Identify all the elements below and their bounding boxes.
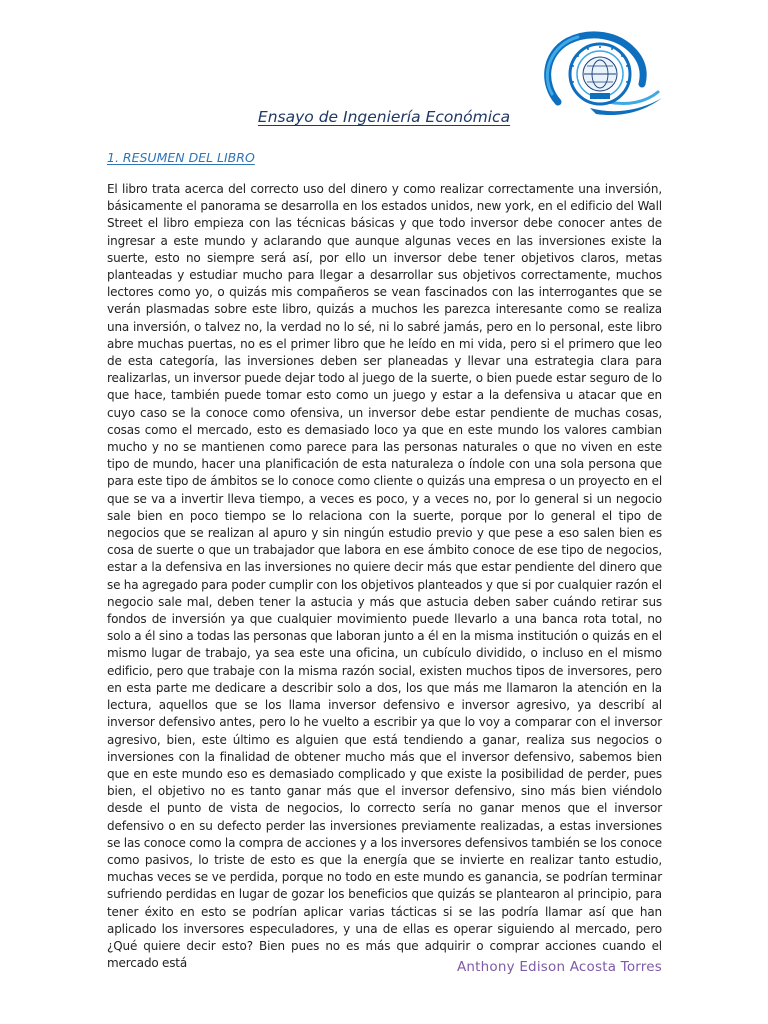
document-title: Ensayo de Ingeniería Económica — [257, 108, 511, 126]
body-paragraph: El libro trata acerca del correcto uso del dinero y como realizar correctamente una inversión, básicamente el panorama se desarrolla en los estados unidos, new york, en el edificio del Wall Street el libro empieza con las técnicas básicas y que todo inversor debe conocer antes de ingresar a este mundo y aclarando que aunque algunas veces en las inversiones existe la suerte, esto no siempre será así, por ello un inversor debe tener objetivos claros, metas planteadas y estudiar mucho para llegar a desarrollar sus objetivos correctamente, muchos lectores como yo, o quizás mis compañeros se vean fascinados con las interrogantes que se verán plasmadas sobre este libro, quizás a muchos les parezca interesante como se realiza una inversión, o talvez no, la verdad no lo sé, ni lo sabré jamás, pero en lo personal, este libro abre muchas puertas, no es el primer libro que he leído en mi vida, pero si el primero que leo de esta categoría, las inversiones deben ser planeadas y llevar una estrategia clara para realizarlas, un inversor puede dejar todo al juego de la suerte, o bien puede estar seguro de lo que hace, también puede tomar esto como un juego y estar a la defensiva u atacar que en cuyo caso se la conoce como ofensiva, un inversor debe estar pendiente de muchas cosas, cosas como el mercado, esto es demasiado loco ya que en este mundo los valores cambian mucho y no se mantienen como parece para las personas naturales o que no viven en este tipo de mundo, hacer una planificación de esta naturaleza o índole con una sola persona que para este tipo de ámbitos se lo conoce como cliente o quizás una empresa o un proyecto en el que se va a invertir lleva tiempo, a veces es poco, y a veces no, por lo general si un negocio sale bien en poco tiempo se lo relaciona con la suerte, porque por lo general el tipo de negocios que se realizan al apuro y sin ningún estudio previo y que pese a eso salen bien es cosa de suerte o que un trabajador que labora en ese ámbito conoce de ese tipo de negocios, estar a la defensiva en las inversiones no quiere decir más que estar pendiente del dinero que se ha agregado para poder cumplir con los objetivos planteados y que si por cualquier razón el negocio sale mal, deben tener la astucia y más que astucia deben saber cuándo retirar sus fondos de inversión ya que cualquier movimiento puede llevarlo a una banca rota total, no solo a él sino a todas las personas que laboran junto a él en la misma institución o quizás en el mismo lugar de trabajo, ya sea este una oficina, un cubículo dividido, o incluso en el mismo edificio, pero que trabaje con la misma razón social, existen muchos tipos de inversores, pero en esta parte me dedicare a describir solo a dos, los que más me llamaron la atención en la lectura, aquellos que se los llama inversor defensivo e inversor agresivo, ya describí al inversor defensivo antes, pero lo he vuelto a escribir ya que lo voy a comparar con el inversor agresivo, bien, este último es alguien que está tendiendo a ganar, realiza sus negocios o inversiones con la finalidad de obtener mucho más que el inversor defensivo, sabemos bien que en este mundo eso es demasiado complicado y que existe la posibilidad de perder, pues bien, el objetivo no es tanto ganar más que el inversor defensivo, sino más bien viéndolo desde el punto de vista de negocios, lo correcto sería no ganar menos que el inversor defensivo o en su defecto perder las inversiones previamente realizadas, a estas inversiones se las conoce como la compra de acciones y a los inversores defensivos también se los conoce como pasivos, lo triste de esto es que la energía que se invierte en realizar tanto estudio, muchas veces se ve perdida, porque no todo en este mundo es ganancia, se podrían terminar sufriendo perdidas en lugar de gozar los beneficios que quizás se plantearon al principio, para tener éxito en esto se podrían aplicar varias tácticas si se las podría llamar así que han aplicado los inversores especuladores, y una de ellas es operar siguiendo al mercado, pero ¿Qué quiere decir esto? Bien pues no es más que adquirir o comprar acciones cuando el mercado está — [107, 182, 662, 971]
university-seal-icon — [538, 32, 664, 118]
author-name: Anthony Edison Acosta Torres — [456, 959, 662, 975]
section-heading: 1. RESUMEN DEL LIBRO — [107, 150, 255, 165]
